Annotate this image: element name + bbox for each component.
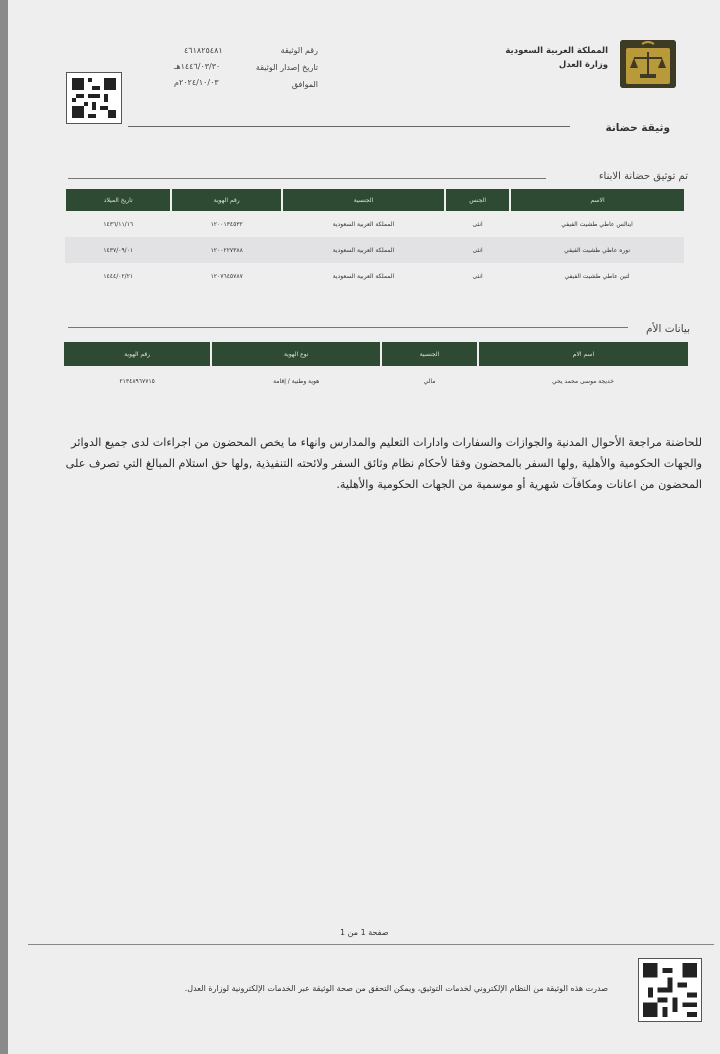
child-id-number: ١٢٠٧٦٤٥٧٨٧: [210, 272, 243, 280]
col-header-name: الاسم: [510, 189, 684, 211]
children-table: [64, 189, 684, 289]
verification-qr-code: [638, 958, 702, 1022]
col-header-birth-date: تاريخ الميلاد: [65, 189, 171, 211]
child-name: اينالس عاطي طشيت الفيفي: [561, 220, 633, 228]
children-section-title: تم توثيق حضانة الابناء: [598, 171, 688, 182]
children-section-divider: [68, 178, 546, 179]
mother-section-divider: [68, 327, 628, 328]
child-birth-date: ١٤٣٧/٠٩/٠١: [65, 237, 171, 263]
page-indicator: صفحة 1 من 1: [340, 928, 389, 937]
country-name: المملكة العربية السعودية: [505, 46, 608, 56]
ministry-emblem-logo: [620, 40, 676, 88]
child-nationality: المملكة العربية السعودية: [332, 220, 395, 228]
child-gender: انثى: [445, 237, 510, 263]
table-row: [65, 263, 684, 289]
child-birth-date: ١٤٣٦/١١/١٦: [103, 220, 134, 228]
child-nationality: المملكة العربية السعودية: [332, 272, 395, 280]
mother-section-title: بيانات الأم: [645, 323, 690, 335]
col-header-mother-nationality: الجنسية: [381, 342, 478, 366]
col-header-mother-id-number: رقم الهوية: [63, 342, 211, 366]
child-name: لتين عاطي طشيت الفيفي: [564, 272, 630, 280]
child-nationality: المملكة العربية السعودية: [282, 237, 445, 263]
child-gender: انثى: [472, 272, 483, 280]
gregorian-date-label: الموافق: [291, 80, 318, 89]
table-row: [65, 237, 684, 263]
col-header-id-number: رقم الهوية: [171, 189, 281, 211]
header-divider: [128, 126, 570, 127]
gregorian-date-value: ٢٠٢٤/١٠/٠٣م: [174, 78, 219, 87]
col-header-nationality: الجنسية: [282, 189, 445, 211]
mother-table: [62, 342, 688, 396]
child-gender: انثى: [472, 220, 483, 228]
child-birth-date: ١٤٤٤/٠٢/٢١: [103, 272, 134, 280]
custody-terms-paragraph: للحاضنة مراجعة الأحوال المدنية والجوازات والسفارات وادارات التعليم والمدارس وانهاء ما يخص المحضون من اجراءات لدى جميع الدوائر والجهات الحكومية والأهلية ,ولها السفر بالمحضون وفقا لأحكام نظام وثائق السفر ولائحته التنفيذية ,ولها حق استلام المبالغ التي تصرف على المحضون من اعانات ومكافآت شهرية أو موسمية من الجهات الحكومية والأهلية.: [65, 436, 702, 491]
table-row: [65, 211, 684, 237]
mother-id-number: ٢١٣٤٨٩٦٧٧١٥: [119, 377, 155, 385]
child-name: نوره عاطي طشيت الفيفي: [510, 237, 684, 263]
col-header-mother-name: اسم الام: [478, 342, 688, 366]
issue-date-label: تاريخ إصدار الوثيقة: [255, 63, 318, 72]
child-id-number: ١٢٠٠٢٢٧٣٨٨: [171, 237, 281, 263]
doc-number-value: ٤٦١٨٢٥٤٨١: [184, 46, 223, 55]
document-title: وثيقة حضانة: [605, 122, 670, 134]
mother-nationality: مالي: [423, 377, 436, 385]
doc-number-label: رقم الوثيقة: [280, 46, 318, 55]
issue-date-value: ١٤٤٦/٠٣/٣٠هـ: [174, 62, 221, 71]
footer-divider: [28, 944, 714, 945]
col-header-gender: الجنس: [445, 189, 510, 211]
footer-verification-text: صدرت هذه الوثيقة من النظام الإلكتروني لخدمات التوثيق، ويمكن التحقق من صحة الوثيقة عبر الخدمات الإلكترونية لوزارة العدل.: [184, 984, 608, 993]
mother-name: خديجة موسى محمد يحي: [551, 377, 614, 385]
table-row: [63, 366, 688, 396]
document-page: [8, 0, 720, 1054]
child-id-number: ١٢٠٠١٣٤٥٣٢: [210, 220, 243, 228]
ministry-name: وزارة العدل: [558, 60, 608, 70]
col-header-id-type: نوع الهوية: [211, 342, 381, 366]
mother-id-type: هوية وطنية / إقامة: [273, 377, 320, 385]
document-qr-code: [66, 72, 122, 124]
